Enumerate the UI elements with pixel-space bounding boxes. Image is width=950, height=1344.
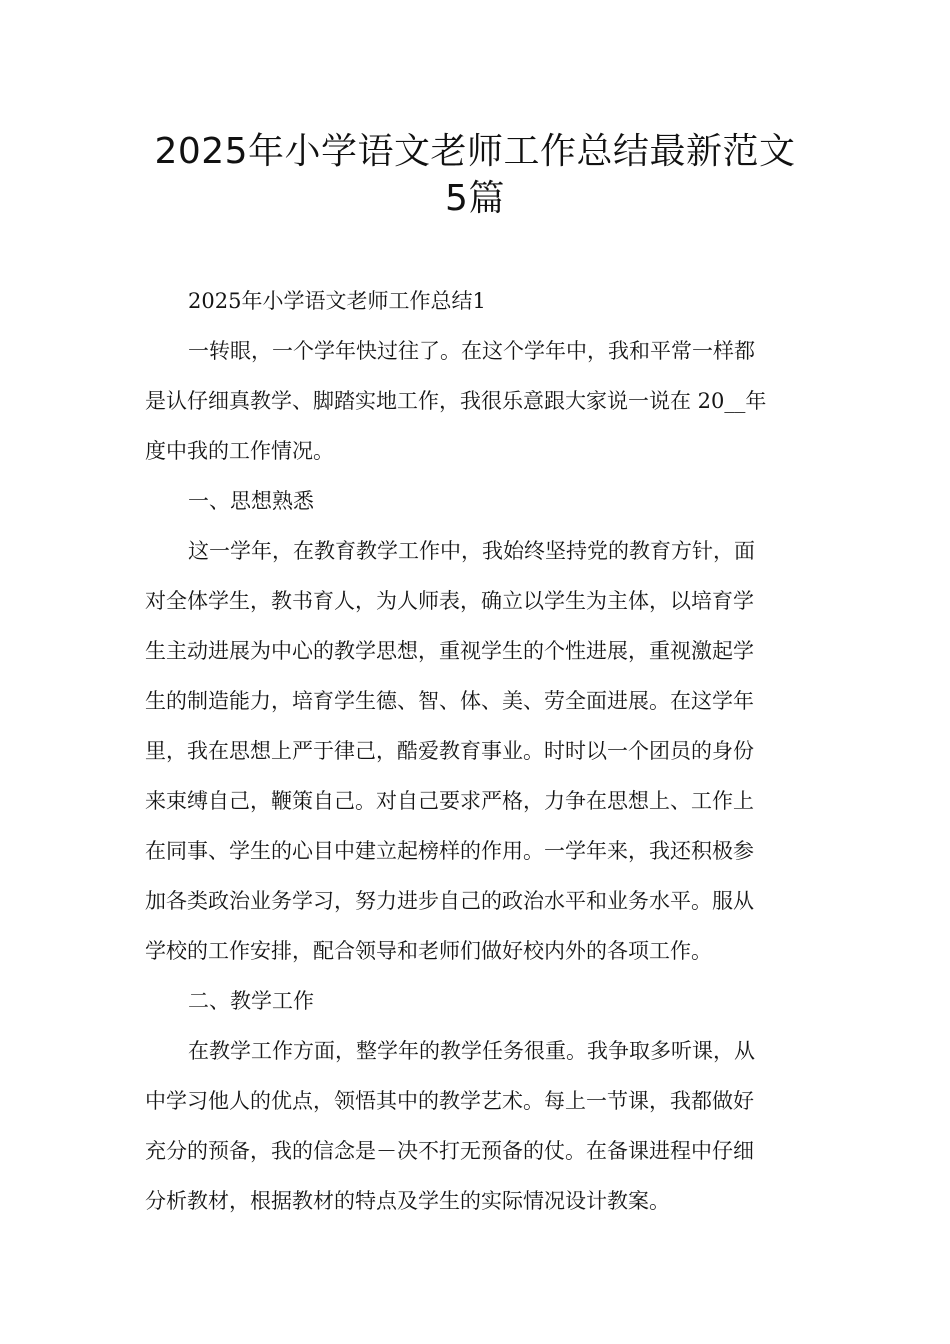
document-title-line-2: 5篇 [445, 178, 505, 219]
paragraph-line: 分析教材，根据教材的特点及学生的实际情况设计教案。 [145, 1189, 670, 1213]
paragraph-line: 学校的工作安排，配合领导和老师们做好校内外的各项工作。 [145, 939, 712, 963]
paragraph-line: 这一学年，在教育教学工作中，我始终坚持党的教育方针，面 [188, 539, 755, 563]
section-heading: 一、思想熟悉 [188, 489, 314, 513]
paragraph-line: 生的制造能力，培育学生德、智、体、美、劳全面进展。在这学年 [145, 689, 754, 713]
paragraph-line: 里，我在思想上严于律己，酷爱教育事业。时时以一个团员的身份 [145, 739, 754, 763]
paragraph-line: 中学习他人的优点，领悟其中的教学艺术。每上一节课，我都做好 [145, 1089, 754, 1113]
paragraph-line: 一转眼，一个学年快过往了。在这个学年中，我和平常一样都 [188, 339, 755, 363]
paragraph-line: 来束缚自己，鞭策自己。对自己要求严格，力争在思想上、工作上 [145, 789, 754, 813]
paragraph-line: 是认仔细真教学、脚踏实地工作，我很乐意跟大家说一说在 20__年 [145, 389, 767, 413]
section-heading: 二、教学工作 [188, 989, 314, 1013]
paragraph-line: 对全体学生，教书育人，为人师表，确立以学生为主体，以培育学 [145, 589, 754, 613]
paragraph-line: 度中我的工作情况。 [145, 439, 334, 463]
paragraph-line: 在教学工作方面，整学年的教学任务很重。我争取多听课，从 [188, 1039, 755, 1063]
section-heading: 2025年小学语文老师工作总结1 [188, 289, 486, 313]
paragraph-line: 在同事、学生的心目中建立起榜样的作用。一学年来，我还积极参 [145, 839, 754, 863]
document-title-line-1: 2025年小学语文老师工作总结最新范文 [154, 131, 796, 172]
paragraph-line: 加各类政治业务学习，努力进步自己的政治水平和业务水平。服从 [145, 889, 754, 913]
paragraph-line: 生主动进展为中心的教学思想，重视学生的个性进展，重视激起学 [145, 639, 754, 663]
paragraph-line: 充分的预备，我的信念是－决不打无预备的仗。在备课进程中仔细 [145, 1139, 754, 1163]
